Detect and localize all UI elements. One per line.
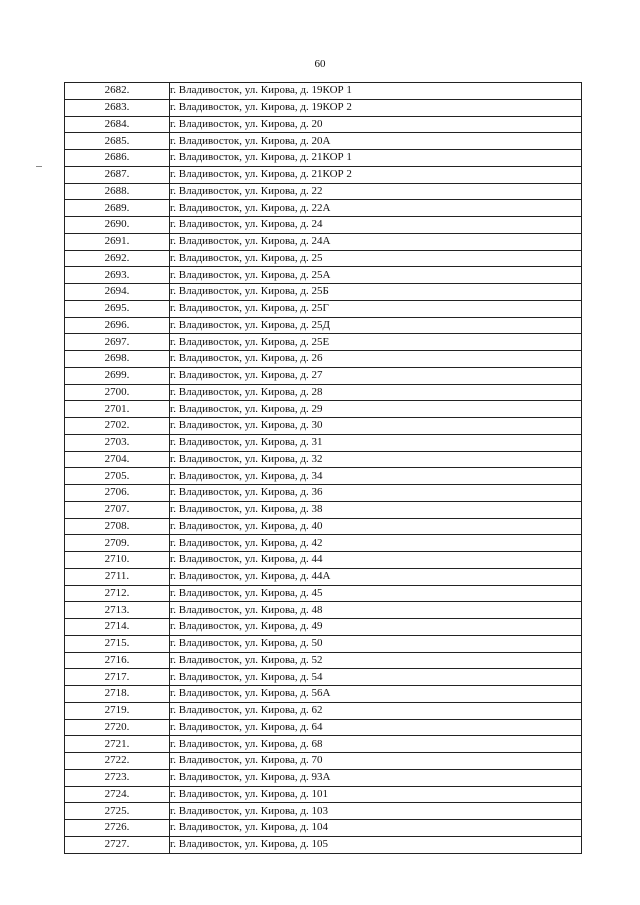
row-number-cell: 2715.: [65, 635, 170, 652]
table-row: [65, 200, 582, 217]
address-cell: г. Владивосток, ул. Кирова, д. 40: [170, 518, 582, 535]
address-cell: г. Владивосток, ул. Кирова, д. 21КОР 1: [170, 150, 582, 167]
table-row: [65, 133, 582, 150]
table-row: [65, 468, 582, 485]
row-number-cell: 2683.: [65, 99, 170, 116]
row-number-cell: 2693.: [65, 267, 170, 284]
table-row: [65, 635, 582, 652]
row-number-cell: 2705.: [65, 468, 170, 485]
address-cell: г. Владивосток, ул. Кирова, д. 29: [170, 401, 582, 418]
row-number-cell: 2716.: [65, 652, 170, 669]
table-row: [65, 250, 582, 267]
row-number-cell: 2700.: [65, 384, 170, 401]
row-number-cell: 2726.: [65, 820, 170, 837]
table-row: [65, 166, 582, 183]
row-number-cell: 2691.: [65, 233, 170, 250]
row-number-cell: 2713.: [65, 602, 170, 619]
address-cell: г. Владивосток, ул. Кирова, д. 22: [170, 183, 582, 200]
row-number-cell: 2710.: [65, 552, 170, 569]
address-cell: г. Владивосток, ул. Кирова, д. 21КОР 2: [170, 166, 582, 183]
address-cell: г. Владивосток, ул. Кирова, д. 93А: [170, 769, 582, 786]
address-cell: г. Владивосток, ул. Кирова, д. 42: [170, 535, 582, 552]
address-cell: г. Владивосток, ул. Кирова, д. 27: [170, 367, 582, 384]
table-row: [65, 401, 582, 418]
table-row: [65, 367, 582, 384]
row-number-cell: 2721.: [65, 736, 170, 753]
address-cell: г. Владивосток, ул. Кирова, д. 22А: [170, 200, 582, 217]
row-number-cell: 2699.: [65, 367, 170, 384]
address-cell: г. Владивосток, ул. Кирова, д. 36: [170, 485, 582, 502]
row-number-cell: 2719.: [65, 702, 170, 719]
address-cell: г. Владивосток, ул. Кирова, д. 24: [170, 217, 582, 234]
address-cell: г. Владивосток, ул. Кирова, д. 25А: [170, 267, 582, 284]
table-row: [65, 418, 582, 435]
table-row: [65, 769, 582, 786]
row-number-cell: 2708.: [65, 518, 170, 535]
table-row: [65, 652, 582, 669]
address-cell: г. Владивосток, ул. Кирова, д. 62: [170, 702, 582, 719]
address-cell: г. Владивосток, ул. Кирова, д. 31: [170, 434, 582, 451]
table-row: [65, 384, 582, 401]
address-cell: г. Владивосток, ул. Кирова, д. 48: [170, 602, 582, 619]
address-cell: г. Владивосток, ул. Кирова, д. 19КОР 2: [170, 99, 582, 116]
row-number-cell: 2687.: [65, 166, 170, 183]
row-number-cell: 2690.: [65, 217, 170, 234]
address-cell: г. Владивосток, ул. Кирова, д. 25Г: [170, 300, 582, 317]
address-cell: г. Владивосток, ул. Кирова, д. 54: [170, 669, 582, 686]
table-row: [65, 820, 582, 837]
table-row: [65, 518, 582, 535]
table-row: [65, 300, 582, 317]
address-cell: г. Владивосток, ул. Кирова, д. 20: [170, 116, 582, 133]
table-row: [65, 116, 582, 133]
row-number-cell: 2686.: [65, 150, 170, 167]
table-row: [65, 753, 582, 770]
table-row: [65, 451, 582, 468]
address-cell: г. Владивосток, ул. Кирова, д. 104: [170, 820, 582, 837]
row-number-cell: 2688.: [65, 183, 170, 200]
address-cell: г. Владивосток, ул. Кирова, д. 25Е: [170, 334, 582, 351]
row-number-cell: 2695.: [65, 300, 170, 317]
address-cell: г. Владивосток, ул. Кирова, д. 52: [170, 652, 582, 669]
table-row: [65, 99, 582, 116]
address-cell: г. Владивосток, ул. Кирова, д. 64: [170, 719, 582, 736]
table-row: [65, 803, 582, 820]
address-cell: г. Владивосток, ул. Кирова, д. 25: [170, 250, 582, 267]
table-row: [65, 351, 582, 368]
address-cell: г. Владивосток, ул. Кирова, д. 34: [170, 468, 582, 485]
address-cell: г. Владивосток, ул. Кирова, д. 101: [170, 786, 582, 803]
address-cell: г. Владивосток, ул. Кирова, д. 44: [170, 552, 582, 569]
table-row: [65, 535, 582, 552]
address-cell: г. Владивосток, ул. Кирова, д. 68: [170, 736, 582, 753]
address-cell: г. Владивосток, ул. Кирова, д. 45: [170, 585, 582, 602]
table-row: [65, 669, 582, 686]
scan-margin-mark: [36, 166, 42, 167]
address-cell: г. Владивосток, ул. Кирова, д. 32: [170, 451, 582, 468]
row-number-cell: 2694.: [65, 284, 170, 301]
row-number-cell: 2684.: [65, 116, 170, 133]
row-number-cell: 2685.: [65, 133, 170, 150]
row-number-cell: 2703.: [65, 434, 170, 451]
table-row: [65, 267, 582, 284]
row-number-cell: 2696.: [65, 317, 170, 334]
address-cell: г. Владивосток, ул. Кирова, д. 25Б: [170, 284, 582, 301]
row-number-cell: 2725.: [65, 803, 170, 820]
table-row: [65, 619, 582, 636]
table-row: [65, 702, 582, 719]
table-row: [65, 83, 582, 100]
table-row: [65, 602, 582, 619]
row-number-cell: 2701.: [65, 401, 170, 418]
row-number-cell: 2712.: [65, 585, 170, 602]
address-table: [64, 82, 582, 854]
address-cell: г. Владивосток, ул. Кирова, д. 24А: [170, 233, 582, 250]
table-row: [65, 736, 582, 753]
table-row: [65, 836, 582, 853]
row-number-cell: 2723.: [65, 769, 170, 786]
row-number-cell: 2706.: [65, 485, 170, 502]
row-number-cell: 2720.: [65, 719, 170, 736]
row-number-cell: 2727.: [65, 836, 170, 853]
table-row: [65, 434, 582, 451]
row-number-cell: 2697.: [65, 334, 170, 351]
table-row: [65, 568, 582, 585]
row-number-cell: 2718.: [65, 686, 170, 703]
table-row: [65, 686, 582, 703]
row-number-cell: 2682.: [65, 83, 170, 100]
table-row: [65, 585, 582, 602]
row-number-cell: 2709.: [65, 535, 170, 552]
address-table-body: [65, 83, 582, 854]
table-row: [65, 334, 582, 351]
address-cell: г. Владивосток, ул. Кирова, д. 103: [170, 803, 582, 820]
row-number-cell: 2689.: [65, 200, 170, 217]
table-row: [65, 233, 582, 250]
address-cell: г. Владивосток, ул. Кирова, д. 30: [170, 418, 582, 435]
address-cell: г. Владивосток, ул. Кирова, д. 70: [170, 753, 582, 770]
row-number-cell: 2698.: [65, 351, 170, 368]
row-number-cell: 2707.: [65, 501, 170, 518]
address-cell: г. Владивосток, ул. Кирова, д. 50: [170, 635, 582, 652]
address-cell: г. Владивосток, ул. Кирова, д. 25Д: [170, 317, 582, 334]
table-row: [65, 552, 582, 569]
table-row: [65, 317, 582, 334]
address-cell: г. Владивосток, ул. Кирова, д. 19КОР 1: [170, 83, 582, 100]
page-number: 60: [314, 58, 326, 70]
row-number-cell: 2722.: [65, 753, 170, 770]
row-number-cell: 2711.: [65, 568, 170, 585]
row-number-cell: 2717.: [65, 669, 170, 686]
table-row: [65, 485, 582, 502]
table-row: [65, 217, 582, 234]
table-row: [65, 786, 582, 803]
address-cell: г. Владивосток, ул. Кирова, д. 56А: [170, 686, 582, 703]
row-number-cell: 2724.: [65, 786, 170, 803]
table-row: [65, 183, 582, 200]
row-number-cell: 2702.: [65, 418, 170, 435]
address-cell: г. Владивосток, ул. Кирова, д. 105: [170, 836, 582, 853]
table-row: [65, 501, 582, 518]
row-number-cell: 2692.: [65, 250, 170, 267]
row-number-cell: 2714.: [65, 619, 170, 636]
row-number-cell: 2704.: [65, 451, 170, 468]
address-cell: г. Владивосток, ул. Кирова, д. 28: [170, 384, 582, 401]
address-cell: г. Владивосток, ул. Кирова, д. 38: [170, 501, 582, 518]
address-cell: г. Владивосток, ул. Кирова, д. 44А: [170, 568, 582, 585]
table-row: [65, 150, 582, 167]
table-row: [65, 284, 582, 301]
address-cell: г. Владивосток, ул. Кирова, д. 26: [170, 351, 582, 368]
address-cell: г. Владивосток, ул. Кирова, д. 20А: [170, 133, 582, 150]
address-cell: г. Владивосток, ул. Кирова, д. 49: [170, 619, 582, 636]
table-row: [65, 719, 582, 736]
